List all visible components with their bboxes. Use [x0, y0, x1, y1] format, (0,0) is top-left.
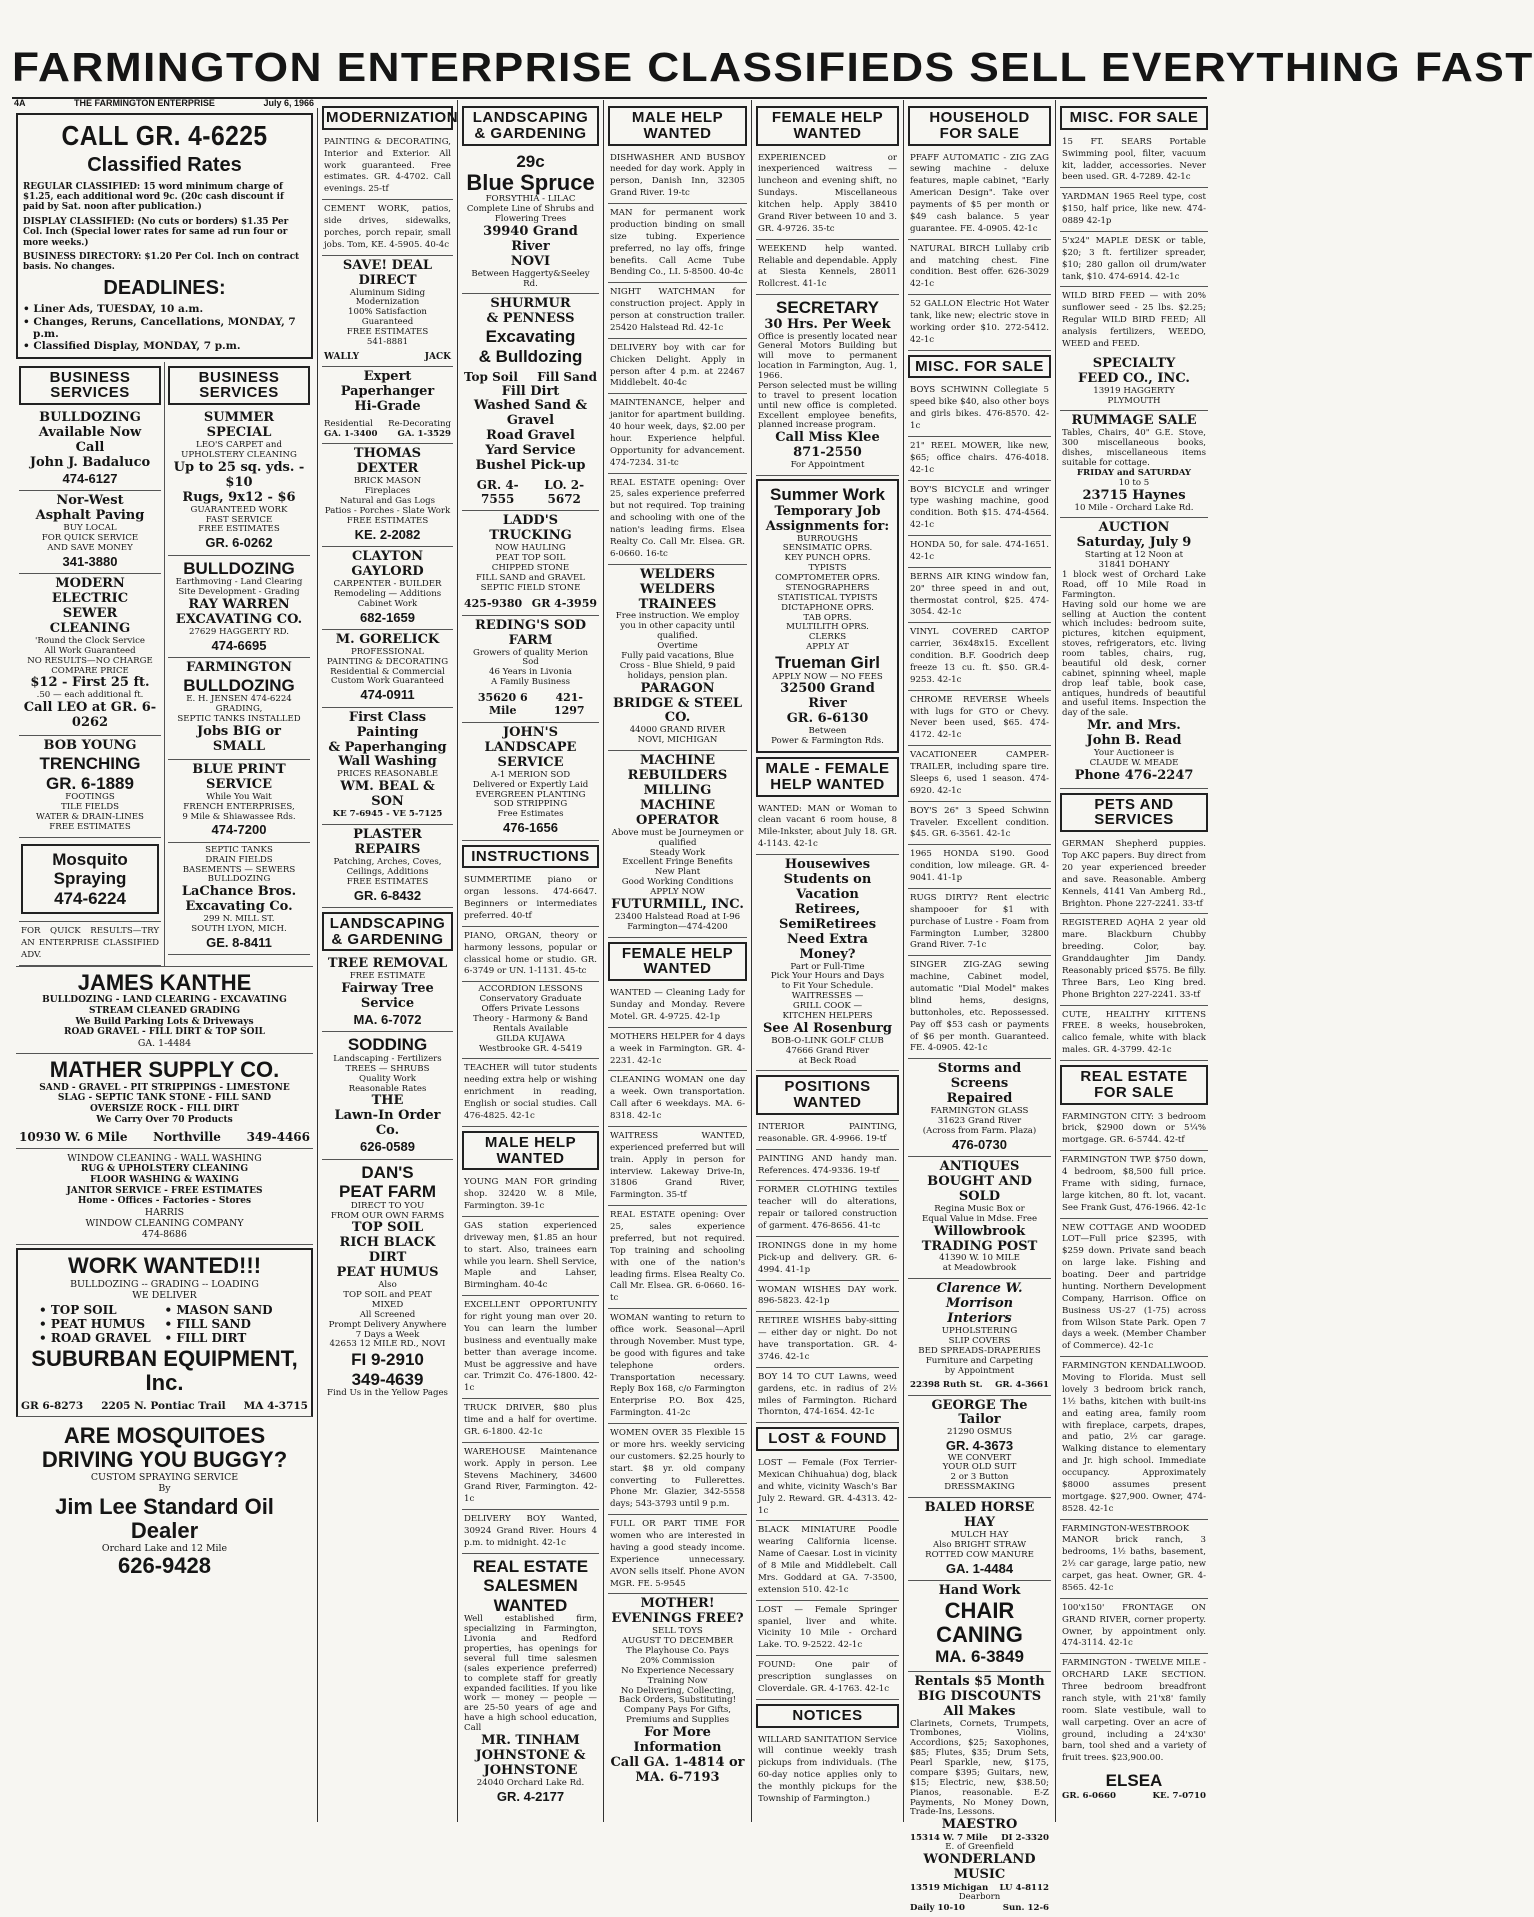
ad-handy-man: PAINTING AND handy man. References. 474-9336. 19-tf: [756, 1150, 899, 1182]
column-modernization: [318, 100, 458, 1822]
column-business-services: [12, 108, 318, 1822]
ad-bob-o-link: Housewives Students on Vacation Retirees, SemiRetirees Need Extra Money? Part or Full-Time Pick Your Hours and Days to Fit Your Schedule. WAITRESSES — GRILL COOK — KITCHEN HELPERS See Al Rosenburg BOB-O-LINK GOLF CLUB 47666 Grand River at Beck Road: [756, 855, 899, 1071]
rates-directory: BUSINESS DIRECTORY: $1.20 Per Col. Inch on contract basis. No changes.: [23, 251, 300, 273]
ad-found-sunglasses: FOUND: One pair of prescription sunglasses on Cloverdale. GR. 4-1763. 42-1c: [756, 1656, 899, 1700]
ad-reel-mower: 21" REEL MOWER, like new, $65; office chairs. 476-4018. 42-1c: [908, 437, 1051, 481]
ad-acme-tube: MAN for permanent work production binding on small size tubing. Experience preferred, no lay offs, fringe benefits. Call Acme Tube Bending Co., LI. 5-8500. 40-4c: [608, 204, 747, 283]
ad-lumber-opportunity: EXCELLENT OPPORTUNITY for right young man over 20. You can learn the lumber business and eventually make better than average income. Must be aggressive and have car. Trimzit Co. 476-1800. 42-1c: [462, 1296, 599, 1399]
section-header: LOST & FOUND: [756, 1427, 899, 1451]
ad-twelve-mile: FARMINGTON - TWELVE MILE - ORCHARD LAKE SECTION. Three bedroom breadfront ranch style, with 21'x8' family room. Slate vestibule, wall to wall carpeting. Over an acre of ground, including a 24'x30' barn, tool shed and a variety of fruit trees. $23,900.00.: [1062, 1658, 1206, 1764]
ad-rummage-sale: RUMMAGE SALE Tables, Chairs, 40" G.E. Stove, 300 miscellaneous books, dishes, miscellaneous items suitable for cottage. FRIDAY and SATURDAY 10 to 5 23715 Haynes 10 Mile - Orchard Lake Rd.: [1060, 411, 1208, 518]
ad-trueman-girl: Summer Work Temporary Job Assignments for: BURROUGHS SENSIMATIC OPRS. KEY PUNCH OPRS. TYPISTS COMPTOMETER OPRS. STENOGRAPHERS STATISTICAL TYPISTS DICTAPHONE OPRS. TAB OPRS. MULTILITH OPRS. CLERKS APPLY AT Trueman Girl APPLY NOW — NO FEES 32500 Grand River GR. 6-6130 Between Power & Farmington Rds.: [756, 479, 899, 753]
ad-elsea: ELSEA GR. 6-0660 KE. 7-0710: [1062, 1771, 1206, 1801]
rates-display: DISPLAY CLASSIFIED: (No cuts or borders) $1.35 Per Col. Inch (Special lower rates for same ad run four or more weeks.): [23, 216, 289, 248]
ad-futurmill: MACHINE REBUILDERS MILLING MACHINE OPERATOR Above must be Journeymen or qualified Steady Work Excellent Fringe Benefits New Plant Good Working Conditions APPLY NOW FUTURMILL, INC. 23400 Halstead Road at I-96 Farmington—474-4200: [608, 751, 747, 938]
ad-swimming-pool: 15 FT. SEARS Portable Swimming pool, filter, vacuum kit, ladder, accessories. Never been used. GR. 4-7289. 42-1c: [1060, 133, 1208, 189]
ad-cement-work: CEMENT WORK, patios, side drives, sidewalks, porches, porch repair, small jobs. Tom, KE. 4-5905. 40-4c: [322, 200, 453, 256]
ad-johns-landscape: JOHN'S LANDSCAPE SERVICE A-1 MERION SOD Delivered or Expertly Laid EVERGREEN PLANTING SOD STRIPPING Free Estimates 476-1656: [462, 723, 599, 841]
ad-schwinn-collegiate: BOYS SCHWINN Collegiate 5 speed bike $40, also other boys and girls bikes. 476-8570. 42-1c: [908, 381, 1051, 437]
ad-german-shepherd: GERMAN Shepherd puppies. Top AKC papers. Buy direct from 20 year experienced breeder and save. Reasonable. Amberg Kennels, 4141 Van Amberg Rd., Brighton. Phone 227-2241. 33-tf: [1060, 835, 1208, 914]
ad-honda-50: HONDA 50, for sale. 474-1651. 42-1c: [908, 536, 1051, 568]
ad-avon: FULL OR PART TIME FOR women who are interested in having a good steady income. Experience unnecessary. AVON sells itself. Phone AVON MGR. FE. 5-9545: [608, 1515, 747, 1594]
ad-dishwasher: DISHWASHER AND BUSBOY needed for day work. Apply in person, Danish Inn, 32305 Grand River. 19-tc: [608, 149, 747, 205]
ad-blue-spruce: 29c Blue Spruce FORSYTHIA - LILAC Complete Line of Shrubs and Flowering Trees 39940 Grand River NOVI Between Haggerty&Seeley Rd.: [462, 149, 599, 295]
section-header: MISC. FOR SALE: [1060, 106, 1208, 130]
ad-pfaff: PFAFF AUTOMATIC - ZIG ZAG sewing machine - deluxe features, maple cabinet, "Early American Design". Take over payments of $5 per month or $49 cash balance. 5 year guarantee. FE. 4-0905. 42-1c: [908, 149, 1051, 240]
ad-mather-supply: MATHER SUPPLY CO. SAND - GRAVEL - PIT STRIPPINGS - LIMESTONE SLAG - SEPTIC TANK STONE - FILL SAND OVERSIZE ROCK - FILL DIRT We Carry Over 70 Products 10930 W. 6 Mile Northville 349-4466: [16, 1054, 313, 1149]
ad-willowbrook-antiques: ANTIQUES BOUGHT AND SOLD Regina Music Box or Equal Value in Mdse. Free Willowbrook TRADING POST 41390 W. 10 MILE at Meadowbrook: [908, 1157, 1051, 1279]
section-header: MALE - FEMALE HELP WANTED: [756, 757, 899, 797]
ad-kendallwood: FARMINGTON KENDALLWOOD. Moving to Florida. Must sell lovely 3 bedroom brick ranch, 1½ baths, kitchen with built-ins and eating area, family room with fireplace, carpets, drapes, and patio, 2½ car garage. Walking distance to elementary and Jr. high school. Immediate occupancy. Approximately $8000 assumes present mortgage. $27,900. Owner, 474-8528. 42-1c: [1060, 1357, 1208, 1519]
rates-title: Classified Rates: [87, 154, 242, 177]
ad-ray-warren: BULLDOZING Earthmoving - Land Clearing Site Development - Grading RAY WARREN EXCAVATING CO. 27629 HAGGERTY RD. 474-6695: [168, 556, 310, 658]
section-header: NOTICES: [756, 1704, 899, 1728]
deadline-item: • Classified Display, MONDAY, 7 p.m.: [23, 340, 241, 353]
ad-cut-lawns: BOY 14 TO CUT Lawns, weed gardens, etc. in radius of 2½ miles of Farmington. Richard Thornton, 474-1654. 42-1c: [756, 1368, 899, 1424]
running-head: [14, 98, 314, 108]
ad-farmington-glass: Storms and Screens Repaired FARMINGTON GLASS 31623 Grand River (Across from Farm. Plaza) 476-0730: [908, 1059, 1051, 1157]
ad-bulldozing-badaluco: BULLDOZING Available Now Call John J. Badaluco 474-6127: [19, 408, 161, 491]
ad-paragon-welders: WELDERS WELDERS TRAINEES Free instruction. We employ you in other capacity until qualified. Overtime Fully paid vacations, Blue Cross - Blue Shield, 9 paid holidays, pension plan. PARAGON BRIDGE & STEEL CO. 44000 GRAND RIVER NOVI, MICHIGAN: [608, 565, 747, 752]
ad-bob-young-trenching: BOB YOUNG TRENCHING GR. 6-1889 FOOTINGS TILE FIELDS WATER & DRAIN-LINES FREE ESTIMATES: [19, 736, 161, 838]
ad-new-cottage: NEW COTTAGE AND WOODED LOT—Full price $2395, with $259 down. Private sand beach on large lake. Fishing and boating. Deer and partridge hunting. Northern Development Company, Harrison. Office on Business US-27 (1-75) across from Wilson State Park. Open 7 days a week. (Member Chamber of Commerce). 42-1c: [1060, 1219, 1208, 1358]
ad-maintenance: MAINTENANCE, helper and janitor for apartment building. 40 hour week, days, $2.00 per hour. Experience helpful. Opportunity for advancement. 474-7234. 31-tc: [608, 394, 747, 473]
deadline-item: • Liner Ads, TUESDAY, 10 a.m.: [23, 303, 204, 316]
section-header: POSITIONS WANTED: [756, 1075, 899, 1115]
ad-m-gorelick: M. GORELICK PROFESSIONAL PAINTING & DECORATING Residential & Commercial Custom Work Guaranteed 474-0911: [322, 630, 453, 708]
ad-truck-driver: TRUCK DRIVER, $80 plus time and a half for overtime. GR. 6-1800. 42-1c: [462, 1399, 599, 1443]
section-header: LANDSCAPING & GARDENING: [322, 912, 453, 952]
paper-name: THE FARMINGTON ENTERPRISE: [74, 98, 215, 108]
ad-nor-west-asphalt: Nor-West Asphalt Paving BUY LOCAL FOR QUICK SERVICE AND SAVE MONEY 341-3880: [19, 491, 161, 574]
ad-farmington-bulldozing: FARMINGTON BULLDOZING E. H. JENSEN 474-6224 GRADING, SEPTIC TANKS INSTALLED Jobs BIG or SMALL: [168, 658, 310, 760]
ad-sodding: SODDING Landscaping - Fertilizers TREES — SHRUBS Quality Work Reasonable Rates THE Lawn-In Order Co. 626-0589: [322, 1032, 453, 1159]
ad-honda-s190: 1965 HONDA S190. Good condition, low mileage. GR. 4-9041. 41-1p: [908, 845, 1051, 889]
business-services-split: [16, 362, 313, 967]
ad-blue-print: BLUE PRINT SERVICE While You Wait FRENCH ENTERPRISES, 9 Mile & Shiawassee Rds. 474-7200: [168, 760, 310, 843]
section-header: BUSINESS SERVICES: [19, 366, 161, 406]
ad-singer: SINGER ZIG-ZAG sewing machine, Cabinet model, automatic "Dial Model" makes blind hems, designs, buttonholes, etc. Repossessed. Pay off $53 cash or payments of $6 per month. Guaranteed. FE. 4-0905. 42-1c: [908, 956, 1051, 1059]
ad-clayton-gaylord: CLAYTON GAYLORD CARPENTER - BUILDER Remodeling — Additions Cabinet Work 682-1659: [322, 547, 453, 630]
ad-real-estate-salesmen: REAL ESTATE SALESMEN WANTED Well established firm, specializing in Farmington, Livonia and Redford properties, has openings for several full time salesmen (sales experience preferred) to complete staff for greatly expanded facilities. If you like work — money — people — are 25-50 years of age and have a high school education, Call MR. TINHAM JOHNSTONE & JOHNSTONE 24040 Orchard Lake Rd. GR. 4-2177: [464, 1556, 597, 1804]
ad-cartop-carrier: VINYL COVERED CARTOP carrier, 36x48x15. Excellent condition. B.F. Goodrich deep freeze 13 cu. ft. $50. GR.4-9253. 42-1c: [908, 623, 1051, 690]
ad-aluminum-siding: SAVE! DEAL DIRECT Aluminum Siding Modernization 100% Satisfaction Guaranteed FREE ESTIMATES 541-8881 WALLY JACK: [322, 256, 453, 368]
section-header: MISC. FOR SALE: [908, 355, 1051, 379]
ad-waitress-luncheon: EXPERIENCED or inexperienced waitress — luncheon and evening shift, no Sundays. Miscellaneous kitchen help. Apply 38410 Grand River between 10 and 3. GR. 4-9726. 35-tc: [756, 149, 899, 240]
ad-summertime-piano: SUMMERTIME piano or organ lessons. 474-6647. Beginners or intermediates preferred. 40-tf: [462, 871, 599, 927]
ad-interior-painting: INTERIOR PAINTING, reasonable. GR. 4-9966. 19-tf: [756, 1118, 899, 1150]
ad-suburban-equipment: WORK WANTED!!! BULLDOZING -- GRADING -- LOADING WE DELIVER • TOP SOIL • MASON SAND • PEAT HUMUS • FILL SAND • ROAD GRAVEL • FILL DIRT SUBURBAN EQUIPMENT, Inc. GR 6-8273 2205 N. Pontiac Trail MA 4-3715: [16, 1248, 313, 1417]
ad-piano-organ: PIANO, ORGAN, theory or harmony lessons, popular or classical home or studio. GR. 6-3749 or UN. 1-1131. 45-tc: [462, 927, 599, 983]
ad-wm-beal: First Class Painting & Paperhanging Wall Washing PRICES REASONABLE WM. BEAL & SON KE 7-6945 - VE 5-7125: [322, 708, 453, 825]
ad-siesta-kennels: WEEKEND help wanted. Reliable and dependable. Apply at Siesta Kennels, 28011 Rollcrest. 41-1c: [756, 240, 899, 296]
ad-redings-sod-farm: REDING'S SOD FARM Growers of quality Merion Sod 46 Years in Livonia A Family Business 35620 6 Mile 421-1297: [462, 616, 599, 723]
section-header: BUSINESS SERVICES: [168, 366, 310, 406]
ad-painting: PAINTING & DECORATING, Interior and Exterior. All work guaranteed. Free estimates. GR. 4-4702. Call evenings. 25-tf: [322, 133, 453, 200]
ad-house-promo: FOR QUICK RESULTS—TRY AN ENTERPRISE CLASSIFIED ADV.: [19, 922, 161, 966]
section-header: LANDSCAPING & GARDENING: [462, 106, 599, 146]
ad-plaster-repairs: PLASTER REPAIRS Patching, Arches, Coves, Ceilings, Additions FREE ESTIMATES GR. 6-8432: [322, 825, 453, 908]
ad-rugs-dirty: RUGS DIRTY? Rent electric shampooer for $1 with purchase of Lustre - Foam from Farmington Lumber, 32800 Grand River. 7-1c: [908, 889, 1051, 956]
ad-window-fan: BERNS AIR KING window fan, 20" three speed in and out, thermostat control, $25. 474-3054. 42-1c: [908, 568, 1051, 624]
ad-farmington-city: FARMINGTON CITY: 3 bedroom brick, $2900 down or 5¼% mortgage. GR. 6-5744. 42-tf: [1060, 1108, 1208, 1152]
ad-night-watchman: NIGHT WATCHMAN for construction project. Apply in person at construction trailer. 25420 Halstead Rd. 42-1c: [608, 283, 747, 339]
ad-cleaning-lady: WANTED — Cleaning Lady for Sunday and Monday. Revere Motel. GR. 4-9725. 42-1p: [608, 984, 747, 1028]
page-number: 4A: [14, 98, 26, 108]
ad-expert-paperhanger: Expert Paperhanger Hi-Grade Residential Re-Decorating GA. 1-3400 GA. 1-3529: [322, 367, 453, 444]
ad-kittens: CUTE, HEALTHY KITTENS FREE. 8 weeks, housebroken, calico female, white with black males. GR. 4-3799. 42-1c: [1060, 1006, 1208, 1062]
deadlines-title: DEADLINES:: [103, 276, 226, 299]
ad-birch-crib: NATURAL BIRCH Lullaby crib and matching chest. Fine condition. Best offer. 626-3029 42-1c: [908, 240, 1051, 296]
deadline-item: • Changes, Reruns, Cancellations, MONDAY, 7 p.m.: [23, 315, 296, 340]
ad-willard-sanitation: WILLARD SANITATION Service will continue weekly trash pickups from individuals. (The 60-day notice applies only to the monthly pickups for the Township of Farmington.): [758, 1734, 897, 1804]
section-header: MALE HELP WANTED: [462, 1131, 599, 1171]
ad-camper-trailer: VACATIONEER CAMPER-TRAILER, including spare tire. Sleeps 6, used 1 season. 474-6920. 42-1c: [908, 746, 1051, 802]
ad-mothers-helper: MOTHERS HELPER for 4 days a week in Farmington. GR. 4-2231. 42-1c: [608, 1028, 747, 1072]
ad-warehouse: WAREHOUSE Maintenance work. Apply in person. Lee Stevens Machinery, 34600 Grand River, Farmington. 42-1c: [462, 1443, 599, 1510]
ad-mosquito-spraying: Mosquito Spraying 474-6224: [19, 838, 161, 923]
ad-ironings: IRONINGS done in my home Pick-up and delivery. GR. 6-4994. 41-1p: [756, 1237, 899, 1281]
rates-regular: REGULAR CLASSIFIED: 15 word minimum charge of $1.25, each additional word 9c. (20c cash discount if paid by Sat. noon after publication.): [23, 181, 284, 213]
ad-teacher-tutor: TEACHER will tutor students needing extra help or wishing enrichment in reading, English or social studies. Call 476-4825. 42-1c: [462, 1059, 599, 1126]
ad-morrison-interiors: Clarence W. Morrison Interiors UPHOLSTERING SLIP COVERS BED SPREADS-DRAPERIES Furniture and Carpeting by Appointment 22398 Ruth St. GR. 4-3661: [908, 1279, 1051, 1395]
ad-jim-lee-mosquitoes: ARE MOSQUITOES DRIVING YOU BUGGY? CUSTOM SPRAYING SERVICE By Jim Lee Standard Oil Dealer Orchard Lake and 12 Mile 626-9428: [41, 1423, 288, 1579]
ad-auction: AUCTION Saturday, July 9 Starting at 12 Noon at 31841 DOHANY 1 block west of Orchard Lake Road, off 10 Mile Road in Farmington. Having sold our home we are selling at Auction the content which includes: bedroom suite, pictures, kitchen equipment, stoves, refrigerators, etc. living room tables, chairs, rug, beautiful old desk, corner cabinet, spinning wheel, maple drop leaf table, book case, antiques, hundreds of beautiful and useful items. Inspection the day of the sale. Mr. and Mrs. John B. Read Your Auctioneer is CLAUDE W. MEADE Phone 476-2247: [1060, 518, 1208, 788]
ad-harris-window-cleaning: WINDOW CLEANING - WALL WASHING RUG & UPHOLSTERY CLEANING FLOOR WASHING & WAXING JANITOR SERVICE - FREE ESTIMATES Home - Offices - Factories - Stores HARRIS WINDOW CLEANING COMPANY 474-8686: [16, 1149, 313, 1246]
ad-chrome-wheels: CHROME REVERSE Wheels with lugs for GTO or Chevy. Never been used, $65. 474-4172. 42-1c: [908, 691, 1051, 747]
ad-chair-caning: Hand Work CHAIR CANING MA. 6-3849: [908, 1581, 1051, 1672]
section-header: REAL ESTATE FOR SALE: [1060, 1065, 1208, 1105]
section-header: MALE HELP WANTED: [608, 106, 747, 146]
ad-accordion-lessons: ACCORDION LESSONS Conservatory Graduate Offers Private Lessons Theory - Harmony & Band Rentals Available GILDA KUJAWA Westbrooke GR. 4-5419: [462, 982, 599, 1059]
section-header: PETS AND SERVICES: [1060, 793, 1208, 833]
rates-box: [16, 113, 313, 359]
ad-george-tailor: GEORGE The Tailor 21290 OSMUS GR. 4-3673 WE CONVERT YOUR OLD SUIT 2 or 3 Button DRESSMAKING: [908, 1396, 1051, 1499]
section-header: FEMALE HELP WANTED: [608, 942, 747, 982]
column-male-help: [604, 100, 752, 1822]
ad-secretary: SECRETARY 30 Hrs. Per Week Office is presently located near General Motors Building but will move to permanent location in Farmington, Aug. 1, 1966. Person selected must be willing to travel to present location until new office is completed. Excellent employee benefits, planned increase program. Call Miss Klee 871-2550 For Appointment: [756, 295, 899, 476]
ad-maple-desk: 5'x24" MAPLE DESK or table, $20; 3 ft. fertilizer spreader, $10; 280 gallon oil drum/water tank, $10. 474-6914. 42-1c: [1060, 232, 1208, 288]
ad-fullerettes: WOMEN OVER 35 Flexible 15 or more hrs. weekly servicing our customers. $2.25 hourly to start. $8 yr. old company converting to Fullerettes. Phone Mr. Glazier, 342-5558 days; 543-3793 until 9 p.m.: [608, 1424, 747, 1515]
column-female-help: [752, 100, 904, 1822]
ad-baby-sitting: RETIREE WISHES baby-sitting — either day or night. Do not have transportation. GR. 4-3746. 42-1c: [756, 1312, 899, 1368]
ad-ladds-trucking: LADD'S TRUCKING NOW HAULING PEAT TOP SOIL CHIPPED STONE FILL SAND and GRAVEL SEPTIC FIELD STONE 425-9380 GR 4-3959: [462, 511, 599, 615]
ad-specialty-feed: SPECIALTY FEED CO., INC. 13919 HAGGERTY PLYMOUTH: [1060, 354, 1208, 412]
column-landscaping: [458, 100, 604, 1822]
section-header: MODERNIZATION: [322, 106, 453, 130]
ad-farmington-twp: FARMINGTON TWP. $750 down, 4 bedroom, $8,500 full price. Frame with siding, furnace, large kitchen, 80 ft. lot, vacant. See Frank Gust, 476-1966. 42-1c: [1060, 1151, 1208, 1218]
ad-day-work: WOMAN WISHES DAY work. 896-5823. 42-1p: [756, 1281, 899, 1313]
call-number: CALL GR. 4-6225: [61, 120, 268, 151]
column-household: [904, 100, 1056, 1914]
ad-alterations: FORMER CLOTHING textiles teacher will do alterations, repair or tailored construction of garment. 476-8656. 41-tc: [756, 1181, 899, 1237]
ad-boys-bicycle: BOY'S BICYCLE and wringer type washing machine, good condition. Both $15. 474-4564. 42-1c: [908, 481, 1051, 537]
ad-thomas-dexter: THOMAS DEXTER BRICK MASON Fireplaces Natural and Gas Logs Patios - Porches - Slate Work FREE ESTIMATES KE. 2-2082: [322, 444, 453, 547]
ad-schwinn-traveler: BOY'S 26" 3 Speed Schwinn Traveler. Excellent condition. $45. GR. 6-3561. 42-1c: [908, 802, 1051, 846]
issue-date: July 6, 1966: [263, 98, 314, 108]
ad-grinding-shop: YOUNG MAN FOR grinding shop. 32420 W. 8 Mile, Farmington. 39-1c: [462, 1173, 599, 1217]
ad-lost-poodle: BLACK MINIATURE Poodle wearing California license. Name of Caesar. Lost in vicinity of 8 Mile and Middlebelt. Call Mrs. Goddard at GA. 7-3500, extension 510. 42-1c: [756, 1521, 899, 1600]
ad-lost-dog: LOST — Female (Fox Terrier-Mexican Chihuahua) dog, black and white, vicinity Wasch's Bar July 2. Reward. GR. 4-4313. 42-1c: [756, 1454, 899, 1521]
ad-office-work: WOMAN wanting to return to office work. Seasonal—April through November. Must type, be good with figures and take telephone orders. Transportation necessary. Reply Box 168, c/o Farmington Enterprise P.O. Box 425, Farmington. 41-2c: [608, 1309, 747, 1424]
ad-james-kanthe: JAMES KANTHE BULLDOZING - LAND CLEARING - EXCAVATING STREAM CLEANED GRADING We Build Parking Lots & Driveways ROAD GRAVEL - FILL DIRT & TOP SOIL GA. 1-4484: [16, 967, 313, 1054]
ad-waitress: WAITRESS WANTED, experienced preferred but will train. Apply in person for interview. Lakeway Drive-In, 31806 Grand River, Farmington. 35-tf: [608, 1127, 747, 1206]
ad-delivery-boy: DELIVERY BOY Wanted, 30924 Grand River. Hours 4 p.m. to midnight. 42-1c: [462, 1510, 599, 1554]
ad-tree-removal: TREE REMOVAL FREE ESTIMATE Fairway Tree Service MA. 6-7072: [322, 954, 453, 1032]
ad-westbrook-manor: FARMINGTON-WESTBROOK MANOR brick ranch, 3 bedrooms, 1½ baths, basement, 2½ car garage, large patio, new carpet, gas heat. Owner, GR. 4-8565. 42-1c: [1060, 1520, 1208, 1599]
ad-chicken-delight: DELIVERY boy with car for Chicken Delight. Apply in person after 4 p.m. at 22467 Middlebelt. 40-4c: [608, 339, 747, 395]
ad-playhouse-toys: MOTHER! EVENINGS FREE? SELL TOYS AUGUST TO DECEMBER The Playhouse Co. Pays 20% Commission No Experience Necessary Training Now No Delivering, Collecting, Back Orders, Substituting! Company Pays For Gifts, Premiums and Supplies For More Information Call GA. 1-4814 or MA. 6-7193: [610, 1596, 745, 1785]
column-misc-real-estate: [1056, 100, 1212, 1822]
ad-aqha-mare: REGISTERED AQHA 2 year old mare. Blackburn Chubby breeding. Color, bay. Granddaughter Jim Dandy. Reasonably priced $575. Be filly. Three Bars, Leo King bred. Phone Brighton 227-2241. 33-tf: [1060, 914, 1208, 1005]
ad-clean-vacant-house: WANTED: MAN or Woman to clean vacant 6 room house, 8 Mile-Inkster, about July 18. GR. 4-1143. 42-1c: [756, 800, 899, 856]
ad-lost-spaniel: LOST — Female Springer spaniel, liver and white. Vicinity 10 Mile - Orchard Lake. TO. 9-2522. 42-1c: [756, 1601, 899, 1657]
masthead-headline: FARMINGTON ENTERPRISE CLASSIFIEDS SELL EVERYTHING FAST: [12, 44, 1534, 90]
ad-cleaning-woman: CLEANING WOMAN one day a week. Own transportation. Call after 6 weekdays. MA. 6-8318. 42-1c: [608, 1071, 747, 1127]
ad-wild-bird-feed: WILD BIRD FEED — with 20% sunflower seed - 25 lbs. $2.25; Regular WILD BIRD FEED; All analysis fertilizers, WEEDO, WEED and FEED.: [1062, 291, 1206, 349]
ad-summer-special: SUMMER SPECIAL LEO'S CARPET and UPHOLSTERY CLEANING Up to 25 sq. yds. - $10 Rugs, 9x12 - $6 GUARANTEED WORK FAST SERVICE FREE ESTIMATES GR. 6-0262: [168, 408, 310, 555]
section-header: INSTRUCTIONS: [462, 845, 599, 869]
ad-real-estate-opening: REAL ESTATE opening: Over 25, sales experience preferred but not required. Top training and schooling with one of the nation's leading firms. Elsea Realty Co. Call Mr. Elsea. GR. 6-0660. 16-tc: [608, 474, 747, 565]
section-header: HOUSEHOLD FOR SALE: [908, 106, 1051, 146]
ad-yardman: YARDMAN 1965 Reel type, cost $150, half price, like new. 474-0889 42-1p: [1060, 188, 1208, 232]
ad-dans-peat-farm: DAN'S PEAT FARM DIRECT TO YOU FROM OUR OWN FARMS TOP SOIL RICH BLACK DIRT PEAT HUMUS Also TOP SOIL and PEAT MIXED All Screened Prompt Delivery Anywhere 7 Days a Week 42653 12 MILE RD., NOVI FI 9-2910 349-4639 Find Us in the Yellow Pages: [327, 1162, 448, 1399]
ad-lachance-bros: SEPTIC TANKS DRAIN FIELDS BASEMENTS — SEWERS BULLDOZING LaChance Bros. Excavating Co. 299 N. MILL ST. SOUTH LYON, MICH. GE. 8-8411: [168, 843, 310, 955]
ad-water-tank: 52 GALLON Electric Hot Water tank, like new; electric stove in working order $10. 272-5412. 42-1c: [908, 295, 1051, 351]
ad-shurmur-penness: SHURMUR & PENNESS Excavating & Bulldozing Top Soil Fill Sand Fill Dirt Washed Sand & Gravel Road Gravel Yard Service Bushel Pick-up GR. 4-7555 LO. 2-5672: [462, 294, 599, 511]
ad-grand-river-frontage: 100'x150' FRONTAGE ON GRAND RIVER, corner property. Owner, by appointment only. 474-3114. 42-1c: [1060, 1599, 1208, 1655]
section-header: FEMALE HELP WANTED: [756, 106, 899, 146]
ad-real-estate-opening-2: REAL ESTATE opening: Over 25, sales experience preferred, but not required. Top training and schooling with one of the nation's leading firms. Elsea Realty Co. Call Mr. Elsea. GR. 6-0660. 16-tc: [608, 1206, 747, 1309]
ad-sewer-cleaning: MODERN ELECTRIC SEWER CLEANING 'Round the Clock Service All Work Guaranteed NO RESULTS—NO CHARGE COMPARE PRICE $12 - First 25 ft. .50 — each additional ft. Call LEO at GR. 6-0262: [19, 574, 161, 736]
ad-baled-horse-hay: BALED HORSE HAY MULCH HAY Also BRIGHT STRAW ROTTED COW MANURE GA. 1-4484: [908, 1498, 1051, 1581]
ad-gas-station: GAS station experienced driveway men, $1.85 an hour to start. Also, trainees earn while you learn. Shell Service, Maple and Lahser, Birmingham. 40-4c: [462, 1217, 599, 1296]
ad-maestro-music: Rentals $5 Month BIG DISCOUNTS All Makes Clarinets, Cornets, Trumpets, Trombones, Violins, Accordions, $25; Saxophones, $85; Flutes, $35; Drum Sets, Pearl Sparkle, new, $175, compare $395; Guitars, new, $15; Electric, new, $38.50; Pianos, reasonable. E-Z Payments, No Money Down, Trade-Ins, Lessons. MAESTRO 15314 W. 7 Mile DI 2-3320 E. of Greenfield WONDERLAND MUSIC 13519 Michigan LU 4-8112 Dearborn Daily 10-10 Sun. 12-6: [910, 1673, 1049, 1914]
